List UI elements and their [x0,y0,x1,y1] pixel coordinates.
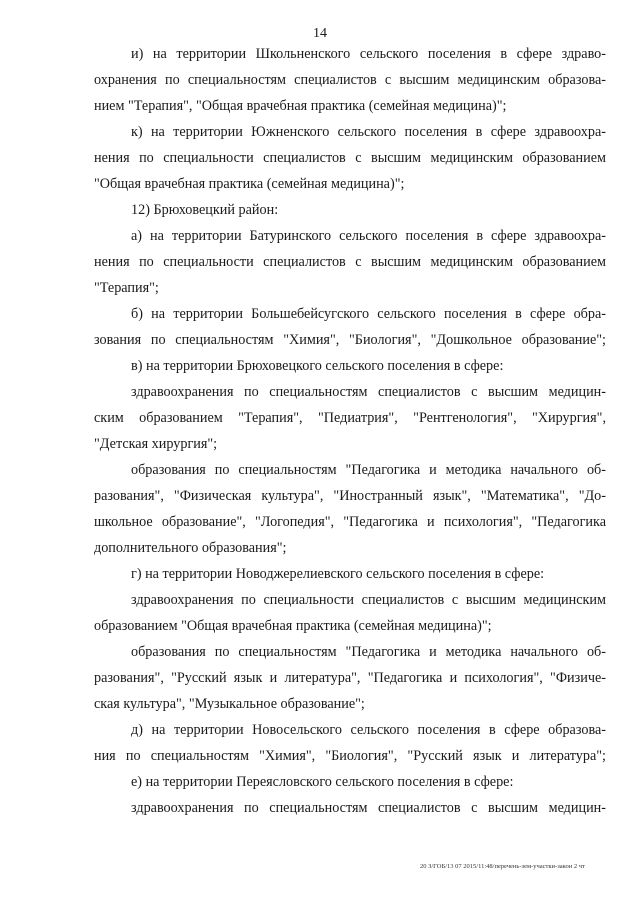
text-line: к) на территории Южненского сельского поселения в сфере здравоохра- [131,124,606,140]
text-line: "Общая врачебная практика (семейная медицина)"; [94,176,405,192]
text-line: б) на территории Большебейсугского сельского поселения в сфере обра- [131,306,606,322]
text-line: ния по специальностям "Химия", "Биология", "Русский язык и литература"; [94,748,606,764]
text-line: 12) Брюховецкий район: [131,202,279,218]
text-line: "Детская хирургия"; [94,436,218,452]
text-line: здравоохранения по специальности специалистов с высшим медицинским [131,592,606,608]
text-line: охранения по специальностям специалистов с высшим медицинским образова- [94,72,606,88]
text-line: образованием "Общая врачебная практика (семейная медицина)"; [94,618,492,634]
text-line: разования", "Физическая культура", "Иностранный язык", "Математика", "До- [94,488,606,504]
text-line: образования по специальностям "Педагогика и методика начального об- [131,462,606,478]
text-line: здравоохранения по специальностям специалистов с высшим медицин- [131,800,606,816]
text-line: нения по специальности специалистов с высшим медицинским образованием [94,254,606,270]
text-line: здравоохранения по специальностям специалистов с высшим медицин- [131,384,606,400]
document-body [94,41,606,821]
text-line: в) на территории Брюховецкого сельского поселения в сфере: [131,358,504,374]
text-line: школьное образование", "Логопедия", "Педагогика и психология", "Педагогика [94,514,606,530]
text-line: а) на территории Батуринского сельского поселения в сфере здравоохра- [131,228,606,244]
text-line: разования", "Русский язык и литература", "Педагогика и психология", "Физиче- [94,670,606,686]
text-line: зования по специальностям "Химия", "Биология", "Дошкольное образование"; [94,332,606,348]
text-line: образования по специальностям "Педагогика и методика начального об- [131,644,606,660]
text-line: ская культура", "Музыкальное образование"; [94,696,365,712]
footer-stamp: 20 З/ГОБ/13 07 2015/11:48/перечень-зем-участки-закон 2 чт [420,863,585,870]
page-number: 14 [313,26,327,41]
text-line: е) на территории Переясловского сельского поселения в сфере: [131,774,514,790]
text-line: нения по специальности специалистов с высшим медицинским образованием [94,150,606,166]
text-line: нием "Терапия", "Общая врачебная практика (семейная медицина)"; [94,98,507,114]
text-line: "Терапия"; [94,280,159,296]
text-line: д) на территории Новосельского сельского поселения в сфере образова- [131,722,606,738]
text-line: г) на территории Новоджерелиевского сельского поселения в сфере: [131,566,545,582]
text-line: и) на территории Школьненского сельского поселения в сфере здраво- [131,46,606,62]
text-line: ским образованием "Терапия", "Педиатрия", "Рентгенология", "Хирургия", [94,410,606,426]
text-line: дополнительного образования"; [94,540,287,556]
